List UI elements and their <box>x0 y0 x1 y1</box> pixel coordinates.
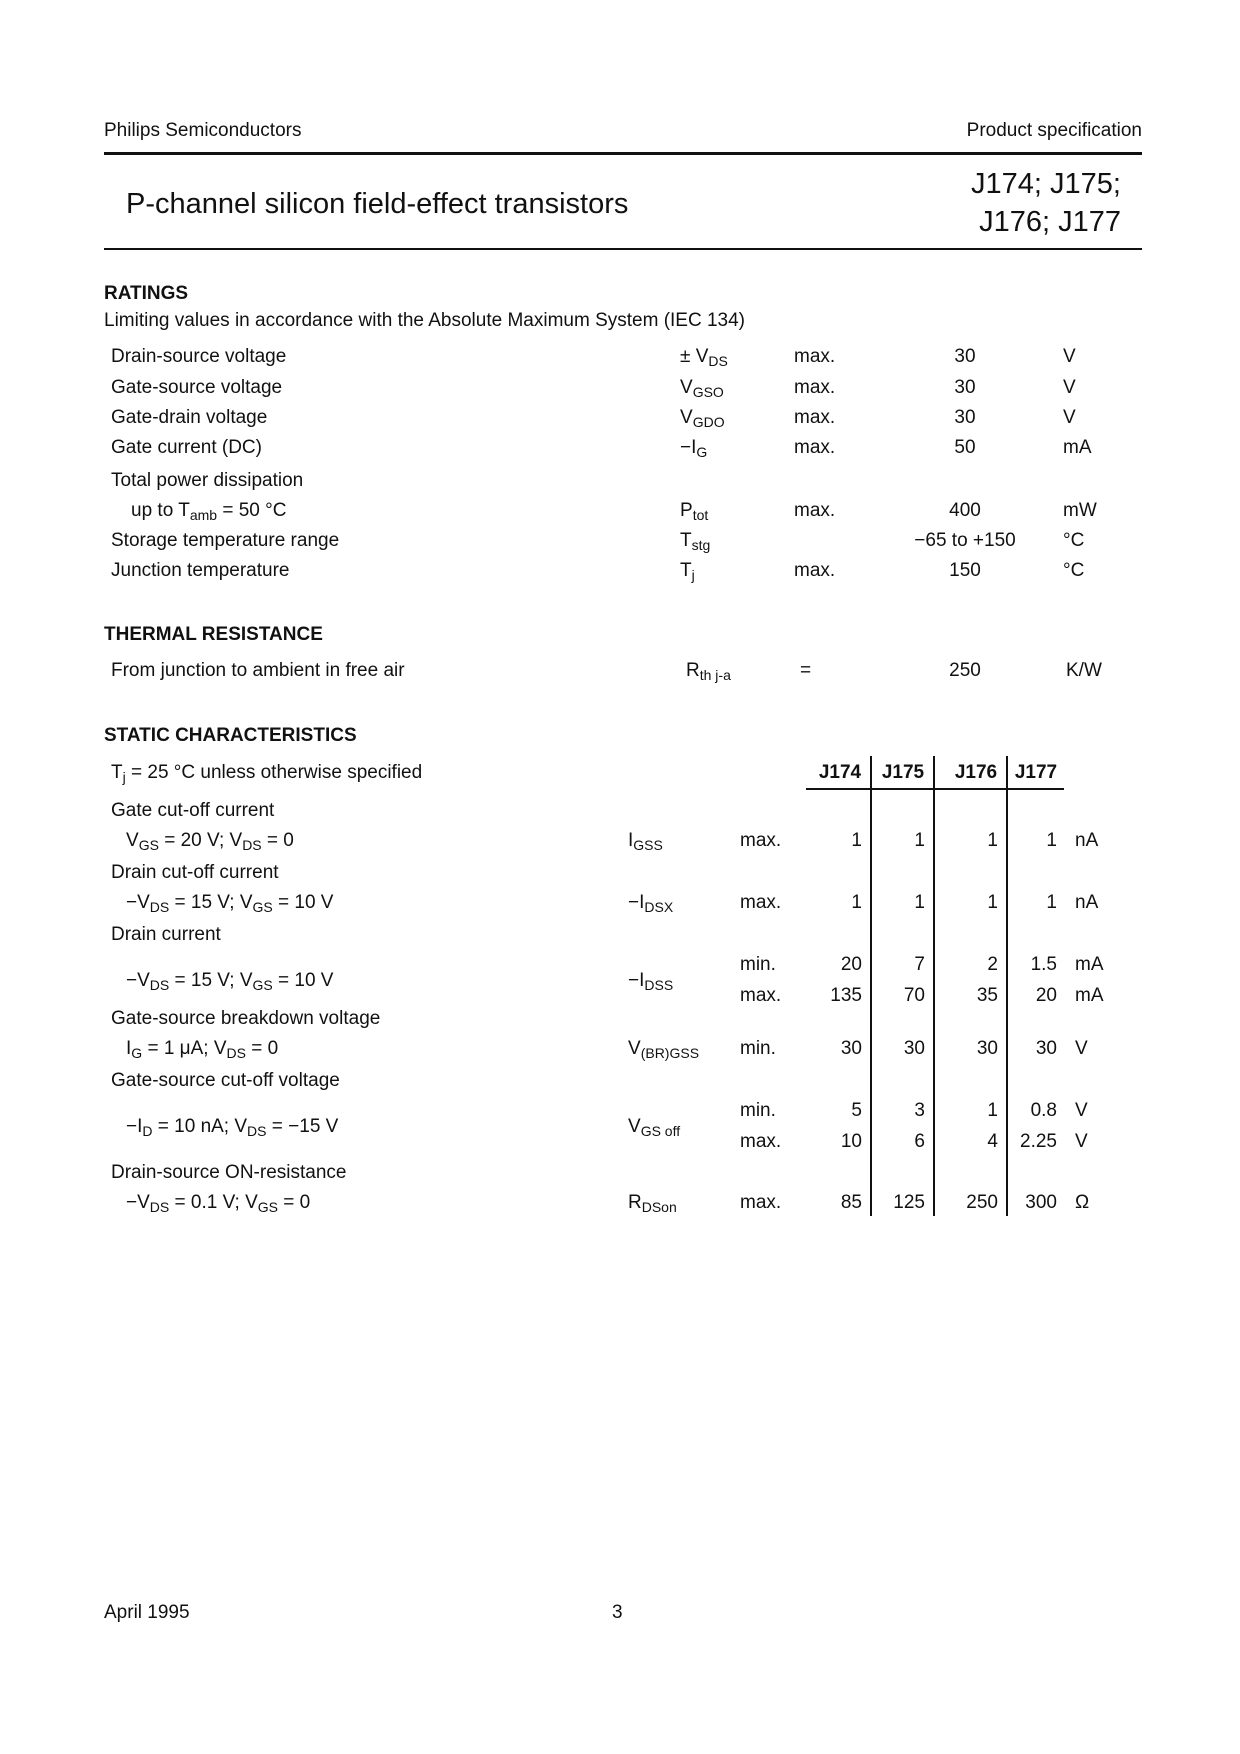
static-param: Drain-source ON-resistance <box>111 1162 347 1183</box>
static-value: 1 <box>1046 830 1057 851</box>
static-value: 30 <box>840 1038 862 1059</box>
rating-symbol: $T_{stg}$ <box>680 530 711 553</box>
ratings-intro: Limiting values in accordance with the Absolute Maximum System (IEC 134) <box>104 310 745 331</box>
rating-value: 150 <box>949 560 981 581</box>
static-value: 1.5 <box>1030 954 1057 975</box>
static-value: 5 <box>851 1100 862 1121</box>
part-numbers-line-2: J176; J177 <box>979 206 1121 238</box>
thermal-limit: = <box>800 660 812 681</box>
static-condition: $-V_{DS} = 15$ V; $V_{GS} = 10$ V <box>126 970 334 993</box>
static-value: 20 <box>1035 985 1057 1006</box>
static-value: 85 <box>840 1192 862 1213</box>
rating-unit: °C <box>1063 530 1085 551</box>
static-value: 4 <box>987 1131 998 1152</box>
static-value: 1 <box>987 1100 998 1121</box>
rating-value: 400 <box>949 500 981 521</box>
static-heading: STATIC CHARACTERISTICS <box>104 725 357 746</box>
static-limit: min. <box>740 954 776 975</box>
static-limit: max. <box>740 1131 782 1152</box>
company-name: Philips Semiconductors <box>104 120 302 141</box>
rating-unit: V <box>1063 407 1076 428</box>
static-value: 10 <box>840 1131 862 1152</box>
rating-value: 30 <box>954 346 976 367</box>
rating-condition: up to $T_{amb} = 50$ °C <box>131 500 287 523</box>
static-condition: $-V_{DS} = 0.1$ V; $V_{GS} = 0$ <box>126 1192 311 1215</box>
rating-limit: max. <box>794 560 836 581</box>
rating-unit: mW <box>1063 500 1097 521</box>
part-numbers-line-1: J174; J175; <box>971 168 1121 200</box>
static-unit: V <box>1075 1038 1088 1059</box>
rating-limit: max. <box>794 407 836 428</box>
static-limit: min. <box>740 1038 776 1059</box>
static-value: 7 <box>914 954 925 975</box>
document-title: P-channel silicon field-effect transistors <box>126 188 629 220</box>
thermal-value: 250 <box>949 660 981 681</box>
static-param: Gate cut-off current <box>111 800 275 821</box>
column-header-j176: J176 <box>954 762 998 783</box>
rating-value: 50 <box>954 437 976 458</box>
rating-symbol: ± $V_{DS}$ <box>680 346 728 369</box>
rating-param: Gate-drain voltage <box>111 407 268 428</box>
static-value: 0.8 <box>1030 1100 1057 1121</box>
rating-unit: V <box>1063 377 1076 398</box>
rating-param: Storage temperature range <box>111 530 340 551</box>
page-number: 3 <box>612 1602 623 1623</box>
static-limit: max. <box>740 830 782 851</box>
rating-limit: max. <box>794 500 836 521</box>
thermal-param: From junction to ambient in free air <box>111 660 405 681</box>
static-unit: V <box>1075 1131 1088 1152</box>
column-header-j174: J174 <box>818 762 862 783</box>
rating-symbol: $V_{GDO}$ <box>680 407 725 430</box>
title-rule <box>104 248 1142 250</box>
static-unit: Ω <box>1075 1192 1090 1213</box>
rating-symbol: $V_{GSO}$ <box>680 377 724 400</box>
rating-param: Junction temperature <box>111 560 290 581</box>
static-value: 70 <box>903 985 925 1006</box>
rating-param: Drain-source voltage <box>111 346 287 367</box>
static-condition: $V_{GS} = 20$ V; $V_{DS} = 0$ <box>126 830 294 853</box>
static-value: 1 <box>851 892 862 913</box>
document-type: Product specification <box>966 120 1142 141</box>
static-value: 1 <box>851 830 862 851</box>
rating-value: 30 <box>954 407 976 428</box>
rating-symbol: $-I_G$ <box>680 437 708 460</box>
static-unit: nA <box>1075 892 1099 913</box>
static-symbol: $V_{(BR)GSS}$ <box>628 1038 700 1061</box>
static-unit: mA <box>1075 954 1104 975</box>
column-header-j177: J177 <box>1014 762 1058 783</box>
static-limit: max. <box>740 892 782 913</box>
static-value: 1 <box>914 892 925 913</box>
static-value: 1 <box>987 892 998 913</box>
rating-unit: mA <box>1063 437 1092 458</box>
rating-value: 30 <box>954 377 976 398</box>
ratings-heading: RATINGS <box>104 283 189 304</box>
static-param: Gate-source cut-off voltage <box>111 1070 340 1091</box>
column-header-j175: J175 <box>881 762 925 783</box>
rating-symbol: $T_j$ <box>680 560 695 583</box>
rating-limit: max. <box>794 346 836 367</box>
thermal-heading: THERMAL RESISTANCE <box>104 624 323 645</box>
static-conditions: $T_j = 25$ °C unless otherwise specified <box>111 762 423 785</box>
static-condition: $-V_{DS} = 15$ V; $V_{GS} = 10$ V <box>126 892 334 915</box>
static-value: 250 <box>966 1192 998 1213</box>
static-value: 30 <box>903 1038 925 1059</box>
static-param: Gate-source breakdown voltage <box>111 1008 381 1029</box>
static-condition: $I_G = 1$ μA; $V_{DS} = 0$ <box>126 1038 279 1061</box>
static-value: 300 <box>1025 1192 1057 1213</box>
rating-limit: max. <box>794 437 836 458</box>
static-limit: min. <box>740 1100 776 1121</box>
static-symbol: $I_{GSS}$ <box>628 830 663 853</box>
static-symbol: $V_{GS off}$ <box>628 1116 681 1139</box>
static-symbol: $-I_{DSS}$ <box>628 970 674 993</box>
static-value: 6 <box>914 1131 925 1152</box>
header-rule <box>104 152 1142 155</box>
static-limit: max. <box>740 1192 782 1213</box>
static-unit: nA <box>1075 830 1099 851</box>
static-value: 20 <box>840 954 862 975</box>
rating-unit: °C <box>1063 560 1085 581</box>
static-value: 1 <box>1046 892 1057 913</box>
rating-limit: max. <box>794 377 836 398</box>
rating-value: −65 to +150 <box>914 530 1016 551</box>
static-value: 125 <box>893 1192 925 1213</box>
static-condition: $-I_D = 10$ nA; $V_{DS} = -15$ V <box>126 1116 339 1139</box>
static-symbol: $R_{DSon}$ <box>628 1192 677 1215</box>
static-unit: mA <box>1075 985 1104 1006</box>
rating-unit: V <box>1063 346 1076 367</box>
static-value: 135 <box>830 985 862 1006</box>
static-value: 30 <box>976 1038 998 1059</box>
rating-param: Total power dissipation <box>111 470 304 491</box>
static-value: 1 <box>987 830 998 851</box>
static-param: Drain current <box>111 924 221 945</box>
static-value: 2.25 <box>1020 1131 1057 1152</box>
thermal-symbol: $R_{th j-a}$ <box>686 660 731 683</box>
static-unit: V <box>1075 1100 1088 1121</box>
column-divider <box>933 756 935 1216</box>
footer-date: April 1995 <box>104 1602 190 1623</box>
thermal-unit: K/W <box>1066 660 1102 681</box>
static-symbol: $-I_{DSX}$ <box>628 892 674 915</box>
static-value: 3 <box>914 1100 925 1121</box>
static-value: 35 <box>976 985 998 1006</box>
static-limit: max. <box>740 985 782 1006</box>
rating-param: Gate-source voltage <box>111 377 283 398</box>
rating-symbol: $P_{tot}$ <box>680 500 709 523</box>
static-value: 1 <box>914 830 925 851</box>
static-value: 30 <box>1035 1038 1057 1059</box>
static-param: Drain cut-off current <box>111 862 279 883</box>
rating-param: Gate current (DC) <box>111 437 262 458</box>
column-header-underline <box>806 788 1064 790</box>
static-value: 2 <box>987 954 998 975</box>
